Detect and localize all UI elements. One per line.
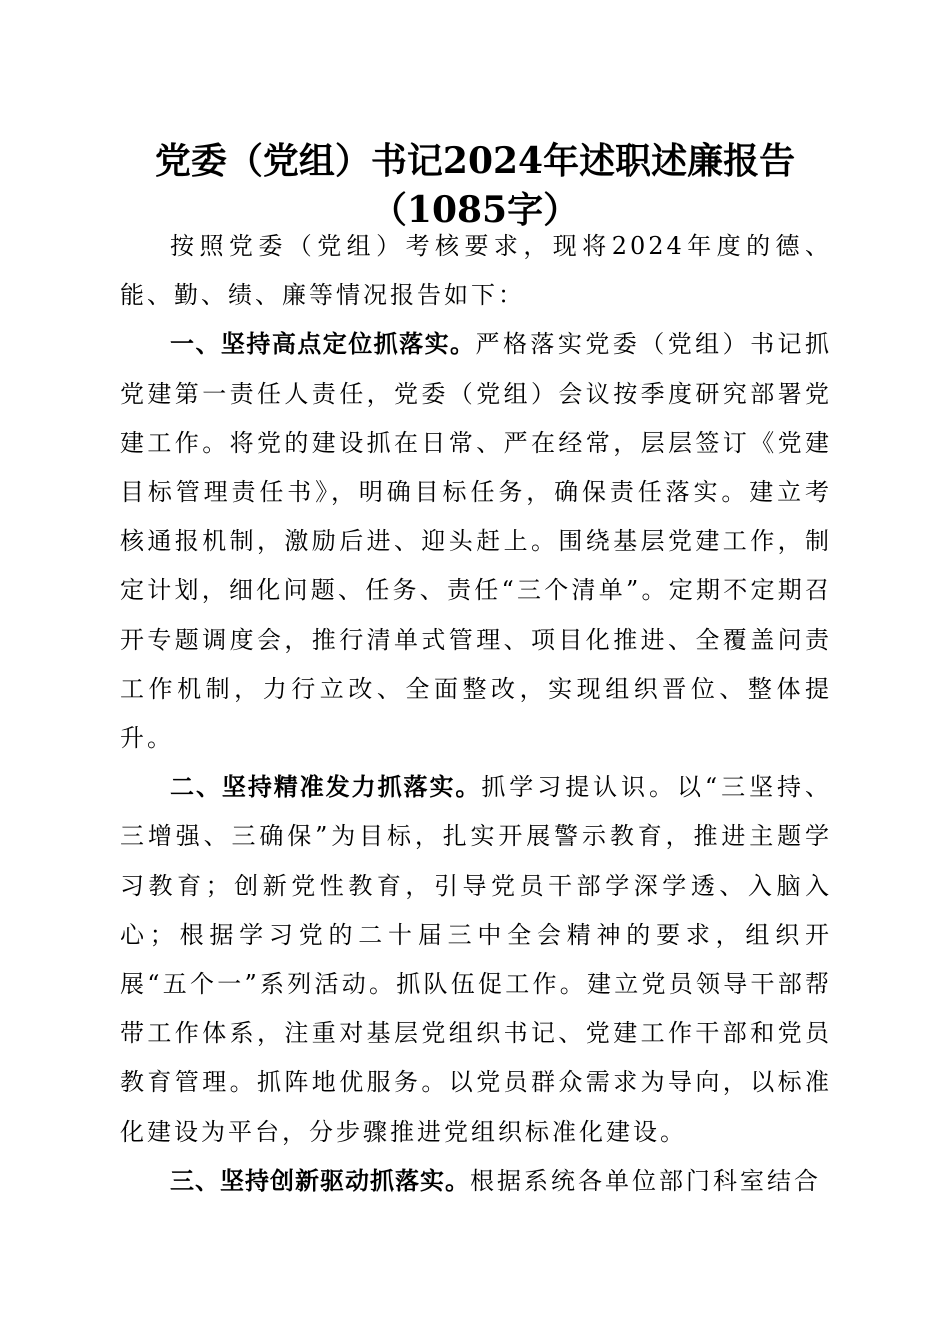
document-body	[120, 222, 832, 1206]
paragraph-text: 按照党委（党组）考核要求，现将2024年度的德、能、勤、绩、廉等情况报告如下：	[120, 232, 832, 310]
section-1-heading: 一、坚持高点定位抓落实。	[170, 330, 476, 359]
section-3-paragraph	[120, 1157, 832, 1206]
paragraph-text: 抓学习提认识。以“三坚持、三增强、三确保”为目标，扎实开展警示教育，推进主题学习教育；创新党性教育，引导党员干部学深学透、入脑入心；根据学习党的二十届三中全会精神的要求，组织开展“五个一”系列活动。抓队伍促工作。建立党员领导干部帮带工作体系，注重对基层党组织书记、党建工作干部和党员教育管理。抓阵地优服务。以党员群众需求为导向，以标准化建设为平台，分步骤推进党组织标准化建设。	[120, 773, 832, 1146]
document-title: 党委（党组）书记2024年述职述廉报告	[154, 140, 796, 182]
intro-paragraph	[120, 222, 832, 320]
section-3-heading: 三、坚持创新驱动抓落实。	[170, 1166, 470, 1195]
section-2-heading: 二、坚持精准发力抓落实。	[170, 773, 482, 802]
paragraph-text: 严格落实党委（党组）书记抓党建第一责任人责任，党委（党组）会议按季度研究部署党建工作。将党的建设抓在日常、严在经常，层层签订《党建目标管理责任书》，明确目标任务，确保责任落实。建立考核通报机制，激励后进、迎头赶上。围绕基层党建工作，制定计划，细化问题、任务、责任“三个清单”。定期不定期召开专题调度会，推行清单式管理、项目化推进、全覆盖问责工作机制，力行立改、全面整改，实现组织晋位、整体提升。	[120, 330, 832, 753]
paragraph-text: 根据系统各单位部门科室结合	[470, 1166, 821, 1195]
section-2-paragraph	[120, 763, 832, 1157]
document-subtitle-word-count: （1085字）	[370, 189, 580, 231]
section-1-paragraph	[120, 320, 832, 763]
